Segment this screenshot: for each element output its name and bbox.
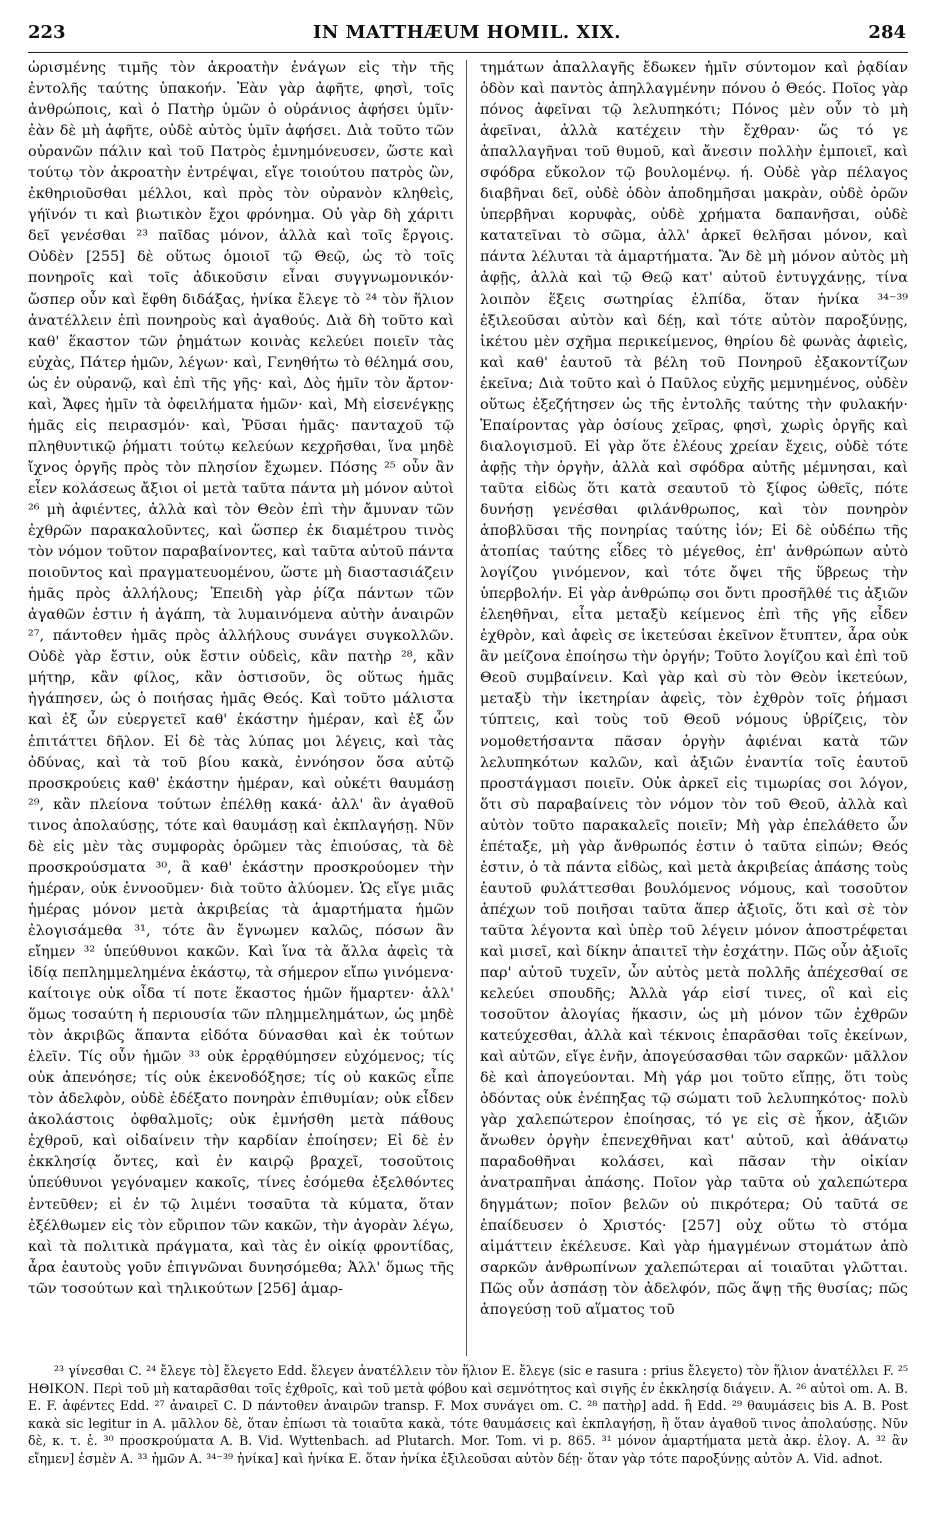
page-header <box>28 22 906 48</box>
column-divider <box>466 60 467 1356</box>
right-column <box>480 58 908 1358</box>
page-number-right: 284 <box>868 22 906 43</box>
left-column <box>28 58 454 1358</box>
running-title: IN MATTHÆUM HOMIL. XIX. <box>312 22 622 43</box>
footnotes <box>28 1362 908 1532</box>
footnotes-text: ²³ γίνεσθαι C. ²⁴ ἔλεγε τὸ] ἔλεγετο Edd. ἔλεγεν ἀνατέλλειν τὸν ἥλιον E. ἔλεγε (sic e rasura : prius ἔλεγετο) τὸν ἥλιον ἀνατέλλει F. ²⁵ ΗΘΙΚΟΝ. Περὶ τοῦ μὴ καταρᾶσθαι τοῖς ἐχθροῖς, καὶ τοῦ μετὰ φόβου καὶ σεμνότητος καὶ σιγῆς ἐν ἐκκλησίᾳ διάγειν. A. ²⁶ αὐτοὶ om. A. B. E. F. ἀφέντες Edd. ²⁷ ἀναιρεῖ C. D πάντοθεν ἀναιρῶν transp. F. Mox συνάγει om. C. ²⁸ πατὴρ] add. ἢ Edd. ²⁹ θαυμάσεις bis A. B. Post κακὰ sic legitur in A. μᾶλλον δὲ, ὅταν ἐπίωσι τὰ τοιαῦτα κακὰ, τότε θαυμάσεις καὶ ἐκπλαγήσῃ, ἢ ὅταν ἀγαθοῦ τινος ἀπολαύσῃς. Νῦν δὲ, κ. τ. ἑ. ³⁰ προσκρούματα A. B. Vid. Wyttenbach. ad Plutarch. Mor. Tom. vi p. 865. ³¹ μόνον ἁμαρτήματα μετὰ ἀκρ. ἐλογ. A. ³² ἂν εἴημεν] ἐσμὲν A. ³³ ἡμῶν A. ³⁴⁻³⁹ ἡνίκα] καὶ ἡνίκα E. ὅταν ἡνίκα ἐξιλεοῦσαι αὐτὸν δέῃ· ὅταν γὰρ τότε παροξύνῃς αὐτὸν A. Vid. adnot. <box>28 1363 908 1466</box>
left-column-text: ὡρισμένης τιμῆς τὸν ἀκροατὴν ἐνάγων εἰς τὴν τῆς ἐντολῆς ταύτης ὑπακοήν. Ἐὰν γὰρ ἀφῆτε, φησὶ, τοῖς ἀνθρώποις, καὶ ὁ Πατὴρ ὑμῶν ὁ οὐράνιος ἀφήσει ὑμῖν· ἐὰν δὲ μὴ ἀφῆτε, οὐδὲ αὐτὸς ὑμῖν ἀφήσει. Διὰ τοῦτο τῶν οὐρανῶν πάλιν καὶ τοῦ Πατρὸς ἐμνημόνευσεν, ὥστε καὶ τούτῳ τὸν ἀκροατὴν ἐντρέψαι, εἴγε τοιούτου πατρὸς ὢν, ἐκθηριοῦσθαι μέλλοι, καὶ πρὸς τὸν οὐρανὸν κληθεὶς, γήϊνόν τι καὶ βιωτικὸν ἔχοι φρόνημα. Οὐ γὰρ δὴ χάριτι δεῖ γενέσθαι ²³ παῖδας μόνον, ἀλλὰ καὶ τοῖς ἔργοις. Οὐδὲν [255] δὲ οὕτως ὁμοιοῖ τῷ Θεῷ, ὡς τὸ τοῖς πονηροῖς καὶ τοῖς ἀδικοῦσιν εἶναι συγγνωμονικόν· ὥσπερ οὖν καὶ ἔφθη διδάξας, ἡνίκα ἔλεγε τὸ ²⁴ τὸν ἥλιον ἀνατέλλειν ἐπὶ πονηροὺς καὶ ἀγαθούς. Διὰ δὴ τοῦτο καὶ καθ' ἕκαστον τῶν ῥημάτων κοινὰς κελεύει ποιεῖν τὰς εὐχὰς, Πάτερ ἡμῶν, λέγων· καὶ, Γενηθήτω τὸ θέλημά σου, ὡς ἐν οὐρανῷ, καὶ ἐπὶ τῆς γῆς· καὶ, Δὸς ἡμῖν τὸν ἄρτον· καὶ, Ἄφες ἡμῖν τὰ ὀφειλήματα ἡμῶν· καὶ, Μὴ εἰσενέγκῃς ἡμᾶς εἰς πειρασμόν· καὶ, Ῥῦσαι ἡμᾶς· πανταχοῦ τῷ πληθυντικῷ ῥήματι τούτῳ κελεύων κεχρῆσθαι, ἵνα μηδὲ ἴχνος ὀργῆς πρὸς τὸν πλησίον ἔχωμεν. Πόσης ²⁵ οὖν ἂν εἶεν κολάσεως ἄξιοι οἱ μετὰ ταῦτα πάντα μὴ μόνον αὐτοὶ ²⁶ μὴ ἀφιέντες, ἀλλὰ καὶ τὸν Θεὸν ἐπὶ τὴν ἄμυναν τῶν ἐχθρῶν παρακαλοῦντες, καὶ ὥσπερ ἐκ διαμέτρου τινὸς τὸν νόμον τοῦτον παραβαίνοντες, καὶ ταῦτα αὐτοῦ πάντα ποιοῦντος καὶ πραγματευομένου, ὥστε μὴ διαστασιάζειν ἡμᾶς πρὸς ἀλλήλους; Ἐπειδὴ γὰρ ῥίζα πάντων τῶν ἀγαθῶν ἐστιν ἡ ἀγάπη, τὰ λυμαινόμενα αὐτὴν ἀναιρῶν ²⁷, πάντοθεν ἡμᾶς πρὸς ἀλλήλους συνάγει συγκολλῶν. Οὐδὲ γὰρ ἔστιν, οὐκ ἔστιν οὐδεὶς, κἂν πατὴρ ²⁸, κἂν μήτηρ, κἂν φίλος, κἂν ὁστισοῦν, ὃς οὕτως ἡμᾶς ἠγάπησεν, ὡς ὁ ποιήσας ἡμᾶς Θεός. Καὶ τοῦτο μάλιστα καὶ ἐξ ὧν εὐεργετεῖ καθ' ἑκάστην ἡμέραν, καὶ ἐξ ὧν ἐπιτάττει δῆλον. Εἰ δὲ τὰς λύπας μοι λέγεις, καὶ τὰς ὀδύνας, καὶ τὰ τοῦ βίου κακὰ, ἐννόησον ὅσα αὐτῷ προσκρούεις καθ' ἑκάστην ἡμέραν, καὶ οὐκέτι θαυμάσῃ ²⁹, κἂν πλείονα τούτων ἐπέλθῃ κακά· ἀλλ' ἂν ἀγαθοῦ τινος ἀπολαύσῃς, τότε καὶ θαυμάσῃ καὶ ἐκπλαγήσῃ. Νῦν δὲ εἰς μὲν τὰς συμφορὰς ὁρῶμεν τὰς ἐπιούσας, τὰ δὲ προσκρούσματα ³⁰, ἃ καθ' ἑκάστην προσκρούομεν τὴν ἡμέραν, οὐκ ἐννοοῦμεν· διὰ τοῦτο ἀλύομεν. Ὡς εἴγε μιᾶς ἡμέρας μόνον μετὰ ἀκριβείας τὰ ἁμαρτήματα ἡμῶν ἐλογισάμεθα ³¹, τότε ἂν ἔγνωμεν καλῶς, πόσων ἂν εἴημεν ³² ὑπεύθυνοι κακῶν. Καὶ ἵνα τὰ ἄλλα ἀφεὶς τὰ ἰδίᾳ πεπλημμελημένα ἑκάστῳ, τὰ σήμερον εἴπω γινόμενα· καίτοιγε οὐκ οἶδα τί ποτε ἕκαστος ἡμῶν ἥμαρτεν· ἀλλ' ὅμως τοσαύτη ἡ περιουσία τῶν πλημμελημάτων, ὡς μηδὲ τὸν ἀκριβῶς ἅπαντα εἰδότα δύνασθαι καὶ ἐκ τούτων ἑλεῖν. Τίς οὖν ἡμῶν ³³ οὐκ ἐρρᾳθύμησεν εὐχόμενος; τίς οὐκ ἀπενόησε; τίς οὐκ ἐκενοδόξησε; τίς οὐ κακῶς εἶπε τὸν ἀδελφὸν, οὐδὲ ἐδέξατο πονηρὰν ἐπιθυμίαν; οὐκ εἶδεν ἀκολάστοις ὀφθαλμοῖς; οὐκ ἐμνήσθη μετὰ πάθους ἐχθροῦ, καὶ οἰδαίνειν τὴν καρδίαν ἐποίησεν; Εἰ δὲ ἐν ἐκκλησίᾳ ὄντες, καὶ ἐν καιρῷ βραχεῖ, τοσοῦτοις ὑπεύθυνοι γεγόναμεν κακοῖς, τίνες ἐσόμεθα ἐξελθόντες ἐντεῦθεν; εἰ ἐν τῷ λιμένι τοσαῦτα τὰ κύματα, ὅταν ἐξέλθωμεν εἰς τὸν εὔριπον τῶν κακῶν, τὴν ἀγορὰν λέγω, καὶ τὰ πολιτικὰ πράγματα, καὶ τὰς ἐν οἰκίᾳ φροντίδας, ἆρα ἑαυτοὺς γοῦν ἐπιγνῶναι δυνησόμεθα; Ἀλλ' ὅμως τῆς τῶν τοσούτων καὶ τηλικούτων [256] ἁμαρ- <box>28 60 454 1297</box>
right-column-text: τημάτων ἀπαλλαγῆς ἔδωκεν ἡμῖν σύντομον καὶ ῥᾳδίαν ὁδὸν καὶ παντὸς ἀπηλλαγμένην πόνου ὁ Θεός. Ποῖος γὰρ πόνος ἀφεῖναι τῷ λελυπηκότι; Πόνος μὲν οὖν τὸ μὴ ἀφεῖναι, ἀλλὰ κατέχειν τὴν ἔχθραν· ὥς τό γε ἀπαλλαγῆναι τοῦ θυμοῦ, καὶ ἄνεσιν πολλὴν ἐμποιεῖ, καὶ σφόδρα εὔκολον τῷ βουλομένῳ. ή. Οὐδὲ γὰρ πέλαγος διαβῆναι δεῖ, οὐδὲ ὁδὸν ἀποδημῆσαι μακρὰν, οὐδὲ ὀρῶν ὑπερβῆναι κορυφὰς, οὐδὲ χρήματα δαπανῆσαι, οὐδὲ κατατεῖναι τὸ σῶμα, ἀλλ' ἀρκεῖ θελῆσαι μόνον, καὶ πάντα λέλυται τὰ ἁμαρτήματα. Ἂν δὲ μὴ μόνον αὐτὸς μὴ ἀφῇς, ἀλλὰ καὶ τῷ Θεῷ κατ' αὐτοῦ ἐντυγχάνῃς, τίνα λοιπὸν ἕξεις σωτηρίας ἐλπίδα, ὅταν ἡνίκα ³⁴⁻³⁹ ἐξιλεοῦσαι αὐτὸν καὶ δέῃ, καὶ τότε αὐτὸν παροξύνῃς, ἱκέτου μὲν σχῆμα περικείμενος, θηρίου δὲ φωνὰς ἀφιεὶς, καὶ καθ' ἑαυτοῦ τὰ βέλη τοῦ Πονηροῦ ἐξακοντίζων ἐκεῖνα; Διὰ τοῦτο καὶ ὁ Παῦλος εὐχῆς μεμνημένος, οὐδὲν οὕτως ἐξεζήτησεν ὡς τῆς ἐντολῆς ταύτης τὴν φυλακήν· Ἐπαίροντας γὰρ ὁσίους χεῖρας, φησὶ, χωρὶς ὀργῆς καὶ διαλογισμοῦ. Εἰ γὰρ ὅτε ἐλέους χρείαν ἔχεις, οὐδὲ τότε ἀφῇς τὴν ὀργὴν, ἀλλὰ καὶ σφόδρα αὐτῆς μέμνησαι, καὶ ταῦτα εἰδὼς ὅτι κατὰ σεαυτοῦ τὸ ξίφος ὠθεῖς, πότε δυνήσῃ γενέσθαι φιλάνθρωπος, καὶ τὸν πονηρὸν ἀποβλῦσαι τῆς πονηρίας ταύτης ἰόν; Εἰ δὲ οὐδέπω τῆς ἀτοπίας ταύτης εἶδες τὸ μέγεθος, ἐπ' ἀνθρώπων αὐτὸ λογίζου γινόμενον, καὶ τότε ὄψει τῆς ὕβρεως τὴν ὑπερβολήν. Εἰ γὰρ ἀνθρώπῳ σοι ὄντι προσῆλθέ τις ἀξιῶν ἐλεηθῆναι, εἶτα μεταξὺ κείμενος ἐπὶ τῆς γῆς εἶδεν ἐχθρὸν, καὶ ἀφεὶς σε ἱκετεύσαι ἐκεῖνον ἔτυπτεν, ἆρα οὐκ ἂν μείζονα ἐποίησω τὴν ὀργήν; Τοῦτο λογίζου καὶ ἐπὶ τοῦ Θεοῦ συμβαίνειν. Καὶ γὰρ καὶ σὺ τὸν Θεὸν ἱκετεύων, μεταξὺ τὴν ἱκετηρίαν ἀφεὶς, τὸν ἐχθρὸν τοῖς ῥήμασι τύπτεις, καὶ τοὺς τοῦ Θεοῦ νόμους ὑβρίζεις, τὸν νομοθετήσαντα πᾶσαν ὀργὴν ἀφιέναι κατὰ τῶν λελυπηκότων καλῶν, καὶ ἀξιῶν ἐναντία τοῖς ἑαυτοῦ προστάγμασι ποιεῖν. Οὐκ ἀρκεῖ εἰς τιμωρίας σοι λόγον, ὅτι σὺ παραβαίνεις τὸν νόμον τὸν τοῦ Θεοῦ, ἀλλὰ καὶ αὐτὸν τοῦτο παρακαλεῖς ποιεῖν; Μὴ γὰρ ἐπελάθετο ὧν ἐπέταξε, μὴ γὰρ ἄνθρωπός ἐστιν ὁ ταῦτα εἰπών; Θεός ἐστιν, ὁ τὰ πάντα εἰδὼς, καὶ μετὰ ἀκριβείας ἁπάσης τοὺς ἑαυτοῦ φυλάττεσθαι βουλόμενος νόμους, καὶ τοσοῦτον ἀπέχων τοῦ ποιῆσαι ταῦτα ἅπερ ἀξιοῖς, ὅτι καὶ σὲ τὸν ταῦτα λέγοντα καὶ ὑπὲρ τοῦ λέγειν μόνον ἀποστρέφεται καὶ μισεῖ, καὶ δίκην ἀπαιτεῖ τὴν ἐσχάτην. Πῶς οὖν ἀξιοῖς παρ' αὐτοῦ τυχεῖν, ὧν αὐτὸς μετὰ πολλῆς ἀπέχεσθαί σε κελεύει σπουδῆς; Ἀλλὰ γάρ εἰσί τινες, οἳ καὶ εἰς τοσοῦτον ἀλογίας ἥκασιν, ὡς μὴ μόνον τῶν ἐχθρῶν κατεύχεσθαι, ἀλλὰ καὶ τέκνοις ἐπαρᾶσθαι τοῖς ἐκείνων, καὶ αὐτῶν, εἴγε ἐνῆν, ἀπογεύσασθαι τῶν σαρκῶν· μᾶλλον δὲ καὶ ἀπογεύονται. Μὴ γάρ μοι τοῦτο εἴπῃς, ὅτι τοὺς ὀδόντας οὐκ ἐνέπηξας τῷ σώματι τοῦ λελυπηκότος· πολὺ γὰρ χαλεπώτερον ἐποίησας, τό γε εἰς σὲ ἧκον, ἀξιῶν ἄνωθεν ὀργὴν ἐπενεχθῆναι κατ' αὐτοῦ, καὶ ἀθάνατῳ παραδοθῆναι κολάσει, καὶ πᾶσαν τὴν οἰκίαν ἀνατραπῆναι ἀπάσης. Ποῖον γὰρ ταῦτα οὐ χαλεπώτερα δηγμάτων; ποῖον βελῶν οὐ πικρότερα; Οὐ ταῦτά σε ἐπαίδευσεν ὁ Χριστός· [257] οὐχ οὕτω τὸ στόμα αἱμάττειν ἐκέλευσε. Καὶ γὰρ ἡμαγμένων στομάτων ἀπὸ σαρκῶν ἀνθρωπίνων χαλεπώτεραι αἱ τοιαῦται γλῶτται. Πῶς οὖν ἀσπάσῃ τὸν ἀδελφόν, πῶς ἅψῃ τῆς θυσίας; πῶς ἀπογεύσῃ τοῦ αἵματος τοῦ <box>480 60 908 1318</box>
header-rule <box>28 52 908 53</box>
page-number-left: 223 <box>28 22 66 43</box>
